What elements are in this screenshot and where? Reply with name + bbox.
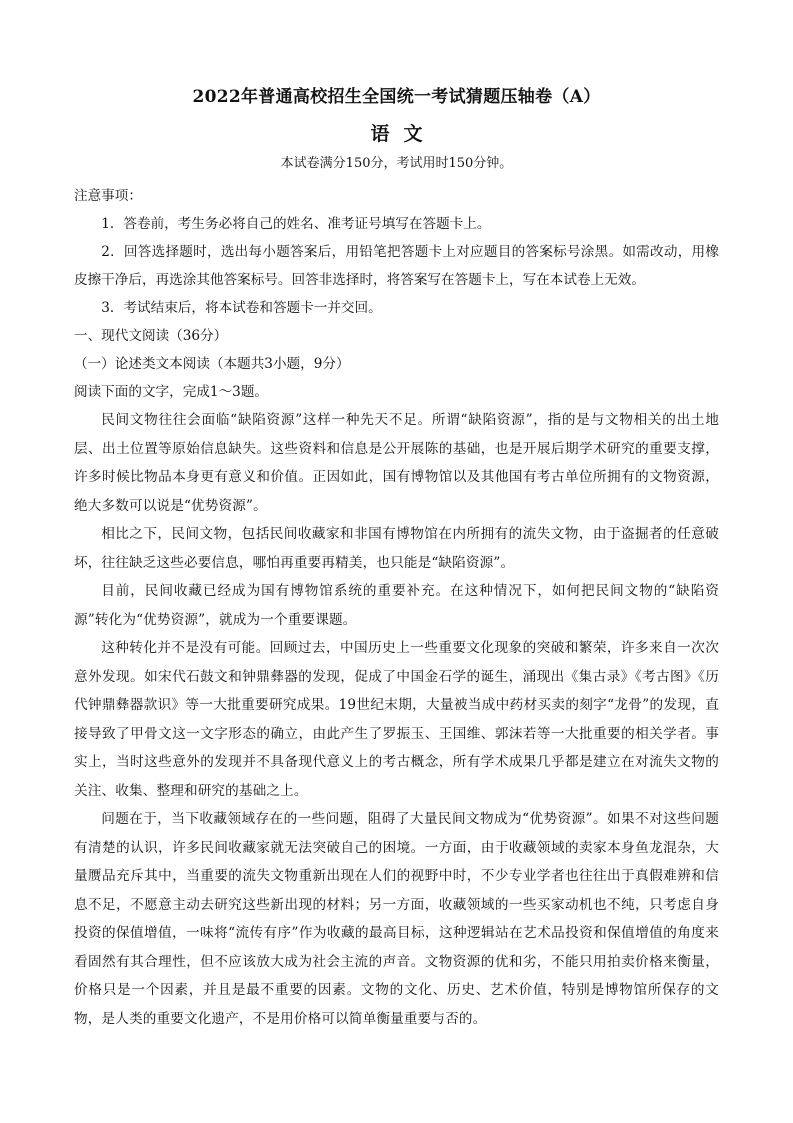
passage-paragraph-5: 问题在于，当下收藏领域存在的一些问题，阻碍了大量民间文物成为“优势资源”。如果不对这些问题有清楚的认识，许多民间收藏家就无法突破自己的困境。一方面，由于收藏领域的卖家本身鱼龙混杂，大量赝品充斥其中，当重要的流失文物重新出现在人们的视野中时，不少专业学者也往往出于真假难辨和信息不足，不愿意主动去研究这些新出现的材料；另一方面，收藏领域的一些买家动机也不纯，只考虑自身投资的保值增值，一味将“流传有序”作为收藏的最高目标，这种逻辑站在艺术品投资和保值增值的角度来看固然有其合理性，但不应该放大成为社会主流的声音。文物资源的优和劣，不能只用拍卖价格来衡量，价格只是一个因素，并且是最不重要的因素。文物的文化、历史、艺术价值，特别是博物馆所保存的文物，是人类的重要文化遗产，不是用价格可以简单衡量重要与否的。: [74, 811, 719, 1027]
subject-title: 语文: [370, 123, 437, 145]
notes-heading: 注意事项：: [74, 188, 142, 204]
note-item-2: 2．回答选择题时，选出每小题答案后，用铅笔把答题卡上对应题目的答案标号涂黑。如需改动，用橡皮擦干净后，再选涂其他答案标号。回答非选择时，将答案写在答题卡上，写在本试卷上无效。: [74, 244, 719, 288]
note-item-3: 3．考试结束后，将本试卷和答题卡一并交回。: [101, 300, 382, 316]
exam-info: 本试卷满分150分，考试用时150分钟。: [280, 156, 513, 171]
passage-paragraph-3: 目前，民间收藏已经成为国有博物馆系统的重要补充。在这种情况下，如何把民间文物的“缺陷资源”转化为“优势资源”，就成为一个重要课题。: [74, 583, 719, 628]
reading-instruction: 阅读下面的文字，完成1～3题。: [74, 384, 269, 400]
note-item-1: 1．答卷前，考生务必将自己的姓名、准考证号填写在答题卡上。: [101, 216, 491, 232]
section-heading: 一、现代文阅读（36分）: [74, 328, 228, 344]
exam-title: 2022年普通高校招生全国统一考试猜题压轴卷（A）: [192, 87, 601, 107]
passage-paragraph-2: 相比之下，民间文物，包括民间收藏家和非国有博物馆在内所拥有的流失文物，由于盗掘者的任意破坏，往往缺乏这些必要信息，哪怕再重要再精美，也只能是“缺陷资源”。: [74, 526, 719, 571]
passage-paragraph-1: 民间文物往往会面临“缺陷资源”这样一种先天不足。所谓“缺陷资源”，指的是与文物相关的出土地层、出土位置等原始信息缺失。这些资料和信息是公开展陈的基础，也是开展后期学术研究的重要支撑，许多时候比物品本身更有意义和价值。正因如此，国有博物馆以及其他国有考古单位所拥有的文物资源，绝大多数可以说是“优势资源”。: [74, 412, 719, 514]
passage-paragraph-4: 这种转化并不是没有可能。回顾过去，中国历史上一些重要文化现象的突破和繁荣，许多来自一次次意外发现。如宋代石鼓文和钟鼎彝器的发现，促成了中国金石学的诞生，涌现出《集古录》《考古图》《历代钟鼎彝器款识》等一大批重要研究成果。19世纪末期，大量被当成中药材买卖的刻字“龙骨”的发现，直接导致了甲骨文这一文字形态的确立，由此产生了罗振玉、王国维、郭沫若等一大批重要的相关学者。事实上，当时这些意外的发现并不具备现代意义上的考古概念，所有学术成果几乎都是建立在对流失文物的关注、收集、整理和研究的基础之上。: [74, 640, 719, 799]
section-subheading: （一）论述类文本阅读（本题共3小题，9分）: [74, 356, 350, 372]
